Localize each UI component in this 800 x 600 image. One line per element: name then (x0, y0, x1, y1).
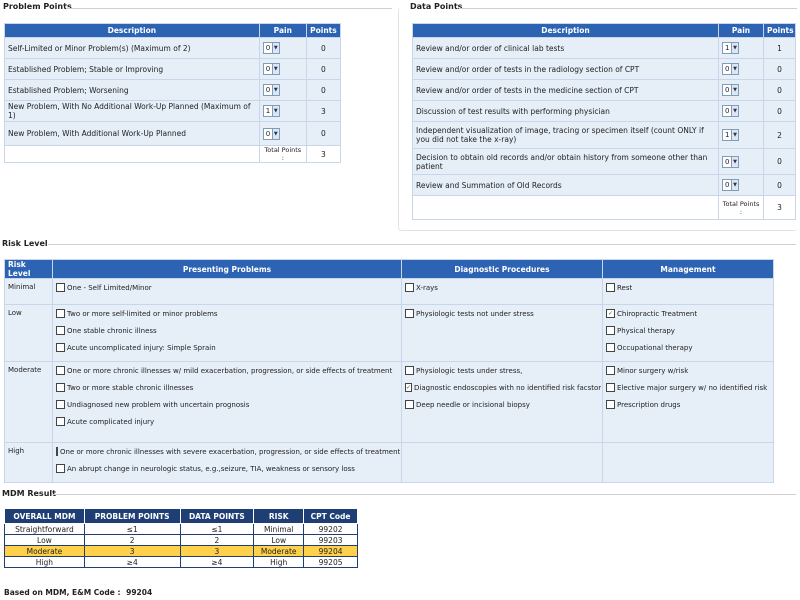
em-code-result (4, 588, 152, 597)
row-description: New Problem, With No Additional Work-Up Planned (Maximum of 1) (5, 101, 260, 122)
total-value: 3 (764, 196, 796, 220)
risk-checkbox-item[interactable] (56, 443, 401, 460)
risk-checkbox-item[interactable] (606, 279, 770, 296)
pain-select[interactable] (722, 156, 739, 168)
col-pain: Pain (259, 24, 306, 38)
checkbox[interactable] (606, 366, 615, 375)
risk-presenting-cell (53, 362, 402, 443)
checkbox[interactable] (56, 417, 65, 426)
select-value: 0 (725, 107, 730, 115)
mdm-cell: Low (5, 535, 85, 546)
risk-checkbox-item[interactable] (606, 396, 770, 413)
risk-diagnostic-cell (402, 305, 603, 362)
risk-checkbox-item[interactable] (56, 279, 398, 296)
row-points: 0 (764, 80, 796, 101)
row-points: 1 (764, 38, 796, 59)
checkbox[interactable] (56, 383, 65, 392)
row-points: 0 (306, 122, 340, 146)
col-diagnostic-procedures: Diagnostic Procedures (402, 260, 603, 279)
row-points: 0 (764, 149, 796, 175)
risk-management-cell (603, 443, 774, 483)
chevron-down-icon: ▼ (731, 106, 738, 116)
data-points-legend: Data Points (407, 2, 465, 11)
select-value: 0 (725, 157, 730, 166)
table-row (5, 80, 341, 101)
mdm-cell: Straightforward (5, 524, 85, 535)
total-row (413, 196, 796, 220)
row-points: 0 (306, 38, 340, 59)
col-points: Points (764, 24, 796, 38)
risk-checkbox-item[interactable] (56, 396, 398, 413)
select-value: 0 (265, 65, 271, 73)
row-pain (719, 175, 764, 196)
select-value: 1 (265, 107, 271, 115)
checkbox-label: One or more chronic illnesses w/ mild exacerbation, progression, or side effects of treatment (67, 366, 393, 375)
checkbox[interactable] (606, 326, 615, 335)
chevron-down-icon: ▼ (272, 85, 279, 95)
row-points: 0 (764, 175, 796, 196)
risk-diagnostic-cell (402, 279, 603, 305)
row-points: 3 (306, 101, 340, 122)
pain-select[interactable] (722, 84, 739, 96)
pain-select[interactable] (263, 105, 280, 117)
total-value: 3 (306, 146, 340, 163)
risk-level-legend: Risk Level (2, 239, 48, 248)
row-pain (719, 101, 764, 122)
col-description: Description (413, 24, 719, 38)
mdm-col-header: RISK (254, 509, 304, 524)
risk-level-name: High (5, 443, 53, 483)
row-pain (719, 149, 764, 175)
mdm-cell: 2 (180, 535, 254, 546)
col-presenting-problems: Presenting Problems (53, 260, 402, 279)
checkbox[interactable] (56, 343, 65, 352)
risk-row (5, 279, 774, 305)
row-description: Discussion of test results with performing physician (413, 101, 719, 122)
checkbox-label: Diagnostic endoscopies with no identified risk facstor (414, 383, 602, 392)
chevron-down-icon: ▼ (272, 64, 279, 74)
total-spacer (413, 196, 719, 220)
em-code-value: 99204 (126, 588, 153, 597)
table-row (5, 122, 341, 146)
mdm-col-header: PROBLEM POINTS (84, 509, 180, 524)
mdm-cell: Low (254, 535, 304, 546)
risk-checkbox-item[interactable] (56, 339, 398, 356)
checkbox[interactable] (606, 283, 615, 292)
chevron-down-icon: ▼ (731, 157, 738, 167)
checkbox-label: One stable chronic illness (67, 326, 157, 335)
mdm-row (5, 557, 358, 568)
risk-checkbox-item[interactable] (56, 460, 398, 477)
checkbox[interactable] (56, 400, 65, 409)
table-row (413, 80, 796, 101)
mdm-result-table (4, 508, 358, 568)
row-pain (259, 101, 306, 122)
row-description: Review and/or order of tests in the medicine section of CPT (413, 80, 719, 101)
mdm-cell: ≥4 (84, 557, 180, 568)
risk-level-name: Minimal (5, 279, 53, 305)
risk-management-cell (603, 305, 774, 362)
risk-checkbox-item[interactable] (56, 413, 398, 430)
risk-level-name: Low (5, 305, 53, 362)
row-pain (719, 59, 764, 80)
problem-points-legend: Problem Points (0, 2, 75, 11)
row-pain (719, 38, 764, 59)
checkbox-label: Undiagnosed new problem with uncertain prognosis (67, 400, 250, 409)
row-pain (259, 80, 306, 101)
row-pain (719, 80, 764, 101)
risk-checkbox-item[interactable] (405, 305, 599, 322)
mdm-cell: ≥4 (180, 557, 254, 568)
checkbox[interactable] (56, 283, 65, 292)
table-row (413, 175, 796, 196)
risk-presenting-cell (53, 443, 402, 483)
total-label: Total Points : (719, 196, 764, 220)
row-description: Self-Limited or Minor Problem(s) (Maximum of 2) (5, 38, 260, 59)
mdm-cell: ≤1 (180, 524, 254, 535)
table-row (413, 101, 796, 122)
select-value: 1 (725, 44, 730, 52)
risk-checkbox-item[interactable] (405, 379, 602, 396)
checkbox-label: One or more chronic illnesses with severe exacerbation, progression, or side effects of treatment (60, 447, 401, 456)
pain-select[interactable] (722, 42, 739, 54)
checkbox-label: Two or more stable chronic illnesses (67, 383, 194, 392)
checkbox-label: Elective major surgery w/ no identified risk (617, 383, 768, 392)
table-row (5, 38, 341, 59)
risk-management-cell (603, 362, 774, 443)
table-row (413, 38, 796, 59)
select-value: 0 (265, 44, 271, 52)
mdm-col-header: OVERALL MDM (5, 509, 85, 524)
checkbox-label: Physiologic tests under stress, (416, 366, 523, 375)
row-pain (259, 38, 306, 59)
pain-select[interactable] (722, 105, 739, 117)
chevron-down-icon: ▼ (731, 64, 738, 74)
risk-diagnostic-cell (402, 362, 603, 443)
checkbox[interactable] (56, 326, 65, 335)
pain-select[interactable] (722, 129, 739, 141)
chevron-down-icon: ▼ (731, 130, 738, 140)
checkbox[interactable]: ✓ (406, 384, 412, 391)
row-description: Decision to obtain old records and/or obtain history from someone other than patient (413, 149, 719, 175)
checkbox[interactable] (405, 283, 414, 292)
mdm-result-legend: MDM Result (2, 489, 56, 498)
chevron-down-icon: ▼ (731, 180, 738, 190)
risk-checkbox-item[interactable] (56, 322, 398, 339)
chevron-down-icon: ▼ (731, 85, 738, 95)
row-points: 0 (306, 59, 340, 80)
mdm-cell: Moderate (254, 546, 304, 557)
checkbox[interactable] (405, 309, 414, 318)
checkbox-label: Prescription drugs (617, 400, 681, 409)
data-points-table (412, 23, 796, 220)
row-points: 0 (764, 59, 796, 80)
risk-level-name: Moderate (5, 362, 53, 443)
col-pain: Pain (719, 24, 764, 38)
risk-row (5, 362, 774, 443)
risk-checkbox-item[interactable] (56, 379, 398, 396)
checkbox[interactable] (606, 383, 615, 392)
table-row (413, 122, 796, 149)
mdm-col-header: CPT Code (304, 509, 358, 524)
pain-select[interactable] (722, 63, 739, 75)
chevron-down-icon: ▼ (272, 106, 279, 116)
row-points: 0 (764, 101, 796, 122)
risk-presenting-cell (53, 305, 402, 362)
select-value: 0 (725, 65, 730, 73)
pain-select[interactable] (263, 84, 280, 96)
select-value: 1 (725, 131, 730, 139)
checkbox-label: Physiologic tests not under stress (416, 309, 534, 318)
checkbox-label: Physical therapy (617, 326, 675, 335)
pain-select[interactable] (722, 179, 739, 191)
checkbox-label: Occupational therapy (617, 343, 693, 352)
risk-checkbox-item[interactable] (606, 322, 770, 339)
checkbox-label: Minor surgery w/risk (617, 366, 689, 375)
mdm-cell: Moderate (5, 546, 85, 557)
checkbox[interactable]: ✓ (607, 310, 614, 317)
col-risk-level: Risk Level (5, 260, 53, 279)
checkbox[interactable] (56, 366, 65, 375)
select-value: 0 (725, 181, 730, 189)
risk-level-table (4, 259, 774, 483)
mdm-cell: 99203 (304, 535, 358, 546)
checkbox[interactable] (56, 447, 58, 456)
mdm-cell: High (254, 557, 304, 568)
table-row (5, 101, 341, 122)
row-description: Established Problem; Worsening (5, 80, 260, 101)
risk-checkbox-item[interactable] (606, 339, 770, 356)
checkbox[interactable] (56, 464, 65, 473)
col-management: Management (603, 260, 774, 279)
chevron-down-icon: ▼ (731, 43, 738, 53)
col-points: Points (306, 24, 340, 38)
row-description: Established Problem; Stable or Improving (5, 59, 260, 80)
checkbox-label: Acute complicated injury (67, 417, 155, 426)
risk-management-cell (603, 279, 774, 305)
row-pain (259, 122, 306, 146)
risk-checkbox-item[interactable] (56, 305, 398, 322)
row-description: New Problem, With Additional Work-Up Planned (5, 122, 260, 146)
checkbox-label: Chiropractic Treatment (617, 309, 698, 318)
table-row (5, 59, 341, 80)
checkbox[interactable] (606, 343, 615, 352)
total-label: Total Points : (259, 146, 306, 163)
mdm-cell: 3 (180, 546, 254, 557)
problem-points-table (4, 23, 341, 163)
row-pain (259, 59, 306, 80)
checkbox-label: Acute uncomplicated injury: Simple Sprain (67, 343, 216, 352)
checkbox-label: Rest (617, 283, 633, 292)
mdm-cell: 3 (84, 546, 180, 557)
checkbox-label: Deep needle or incisional biopsy (416, 400, 530, 409)
mdm-row (5, 524, 358, 535)
risk-checkbox-item[interactable] (405, 396, 599, 413)
pain-select[interactable] (263, 63, 280, 75)
risk-checkbox-item[interactable] (405, 279, 599, 296)
mdm-cell: High (5, 557, 85, 568)
checkbox-label: One - Self Limited/Minor (67, 283, 152, 292)
mdm-cell: 99204 (304, 546, 358, 557)
row-pain (719, 122, 764, 149)
risk-checkbox-item[interactable] (405, 362, 599, 379)
row-points: 0 (306, 80, 340, 101)
risk-diagnostic-cell (402, 443, 603, 483)
mdm-row (5, 546, 358, 557)
mdm-row (5, 535, 358, 546)
risk-checkbox-item[interactable] (56, 362, 398, 379)
risk-checkbox-item[interactable] (606, 379, 770, 396)
risk-presenting-cell (53, 279, 402, 305)
checkbox-label: An abrupt change in neurologic status, e.g.,seizure, TIA, weakness or sensory loss (67, 464, 355, 473)
select-value: 0 (725, 86, 730, 94)
mdm-cell: 99202 (304, 524, 358, 535)
checkbox-label: Two or more self-limited or minor problems (67, 309, 218, 318)
mdm-cell: Minimal (254, 524, 304, 535)
select-value: 0 (265, 86, 271, 94)
mdm-cell: 2 (84, 535, 180, 546)
checkbox-label: X-rays (416, 283, 438, 292)
total-spacer (5, 146, 260, 163)
row-description: Review and/or order of tests in the radiology section of CPT (413, 59, 719, 80)
checkbox[interactable] (606, 400, 615, 409)
chevron-down-icon: ▼ (272, 129, 279, 139)
table-row (413, 149, 796, 175)
row-description: Independent visualization of image, tracing or specimen itself (count ONLY if you did not take the x-ray) (413, 122, 719, 149)
em-code-label: Based on MDM, E&M Code : (4, 588, 121, 597)
risk-row (5, 305, 774, 362)
mdm-cell: 99205 (304, 557, 358, 568)
col-description: Description (5, 24, 260, 38)
row-description: Review and Summation of Old Records (413, 175, 719, 196)
checkbox[interactable] (56, 309, 65, 318)
risk-checkbox-item[interactable] (606, 362, 770, 379)
row-points: 2 (764, 122, 796, 149)
risk-row (5, 443, 774, 483)
mdm-col-header: DATA POINTS (180, 509, 254, 524)
checkbox[interactable] (405, 400, 414, 409)
pain-select[interactable] (263, 128, 280, 140)
table-row (413, 59, 796, 80)
pain-select[interactable] (263, 42, 280, 54)
total-row (5, 146, 341, 163)
select-value: 0 (265, 129, 271, 138)
chevron-down-icon: ▼ (272, 43, 279, 53)
mdm-cell: ≤1 (84, 524, 180, 535)
row-description: Review and/or order of clinical lab tests (413, 38, 719, 59)
checkbox[interactable] (405, 366, 414, 375)
risk-checkbox-item[interactable] (606, 305, 770, 322)
